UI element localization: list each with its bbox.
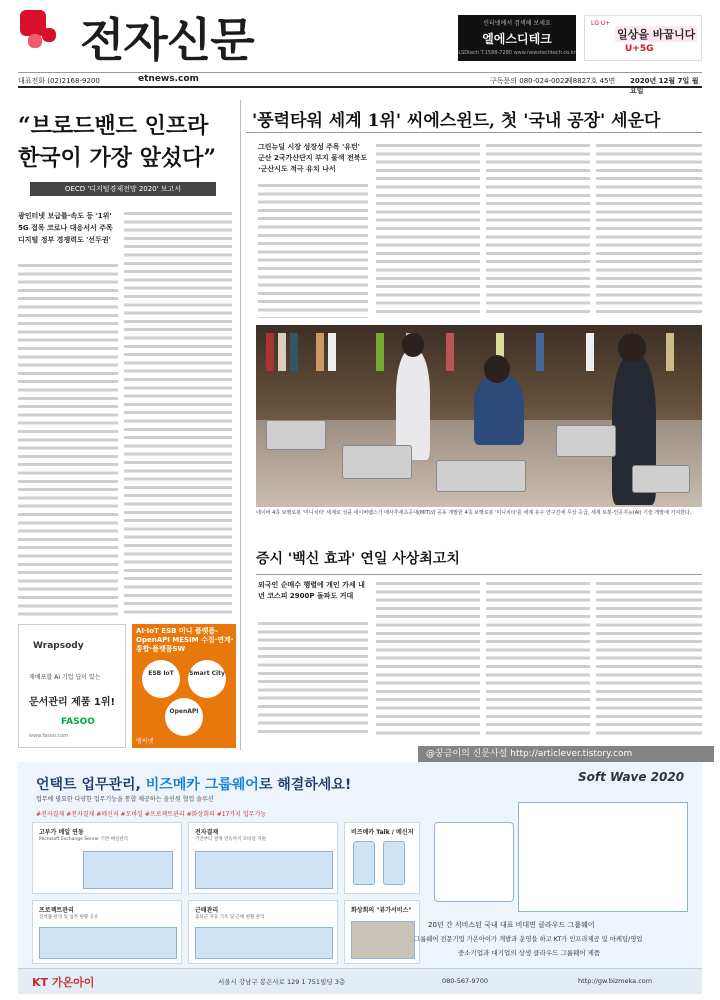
- feature-desc: Microsoft Exchange Server 기반 메일관리: [39, 837, 129, 842]
- body-text-column: [18, 262, 118, 618]
- headline-line: “브로드밴드 인프라: [18, 113, 209, 139]
- ad-mcnet[interactable]: [132, 624, 236, 748]
- ad-title-post: 로 해결하세요!: [258, 777, 352, 793]
- lg-logo: LG U+: [591, 20, 611, 27]
- bullet-1: 20년 간 서비스된 국내 대표 비대면 클라우드 그룹웨어: [428, 921, 595, 929]
- bullet-3: 중소기업과 대기업의 상생 클라우드 그룹웨어 제품: [458, 949, 601, 957]
- ad-subtitle: 업무에 필요한 다양한 업무기능을 통합 제공하는 올인원 협업 솔루션: [36, 796, 214, 803]
- body-text-column: [596, 142, 702, 318]
- top-ad-lsdtech[interactable]: [458, 15, 576, 61]
- news-photo-robots[interactable]: [256, 325, 702, 507]
- ad-brand: 엘에스디테크: [482, 32, 552, 46]
- ad-brand: U+5G: [625, 44, 654, 54]
- feature-desc: 기안부터 결재 연동까지 모바일 지원: [195, 837, 266, 842]
- ad-url[interactable]: http://gw.bizmeka.com: [578, 977, 653, 985]
- column-divider: [240, 100, 241, 750]
- ad-title: AI·IoT ESB 미니 플랫폼-OpenAPI MESIM 수집·연계·통합·플랫폼SW: [136, 627, 234, 653]
- feature-desc: 진척률 관리 및 업무 현황 공유: [39, 915, 99, 920]
- logo-mark-icon: [20, 10, 64, 50]
- bullet-2: 그룹웨어 전문기업 가온아이가 개발과 운영을 하고 KT가 인프라제공 및 마케팅/영업: [414, 936, 643, 943]
- site-link[interactable]: etnews.com: [138, 74, 199, 84]
- ad-headline: 일상을 바꿉니다: [617, 28, 696, 41]
- gaonai-logo: KT 가온아이: [32, 976, 95, 989]
- ad-title: [36, 774, 351, 794]
- body-text-column: [376, 580, 480, 738]
- video-mock: [351, 921, 415, 959]
- bizmeka-ad[interactable]: [18, 762, 702, 994]
- headline-rule: [246, 132, 702, 133]
- ad-brand: 엠씨넷: [136, 738, 154, 745]
- ad-address: 서울시 강남구 봉은사로 129 1 751빌딩 3층: [218, 978, 346, 986]
- robot-icon: [266, 420, 326, 450]
- screenshot-mock: [39, 927, 177, 959]
- person-head: [484, 355, 510, 383]
- body-text-column: [596, 580, 702, 738]
- feature-box: [344, 822, 420, 894]
- softwave-badge: Soft Wave 2020: [578, 770, 685, 784]
- ad-circle: Smart City: [188, 660, 226, 698]
- feature-desc: 출퇴근 자동 기록 및 근태 현황 관리: [195, 915, 265, 920]
- ad-tagline: 재배포할 AI 기업 딥이 있는: [29, 674, 101, 681]
- body-text-column: [486, 142, 590, 318]
- ad-tags: #전자결재 #전자결재 #메신저 #모바일 #프로젝트관리 #화상회의 #17가지 업무기능: [36, 811, 267, 818]
- ad-phone: 080-567-9700: [442, 977, 489, 985]
- center-deck: 그린뉴딜 시장 성장성 주목 '유턴' 군산 2국가산단지 부지 물색 전북도·군산시도 적극 유치 나서: [258, 143, 368, 173]
- feature-box: [32, 822, 182, 894]
- wrapsody-logo: Wrapsody: [33, 641, 84, 651]
- ad-wrapsody[interactable]: [18, 624, 126, 748]
- stock-deck: 외국인 순매수 행렬에 개인 가세 내년 코스피 2900P 돌파도 거대: [258, 581, 365, 600]
- left-deck: 광인터넷 보급률·속도 등 '1위' 5G 접목 코로나 대응서서 주목 디지털 정부 경쟁력도 '선두권': [18, 212, 113, 244]
- top-ad-lguplus[interactable]: [584, 15, 702, 61]
- feature-title: 근태관리: [195, 907, 219, 914]
- fasoo-logo: FASOO: [61, 717, 95, 727]
- groupware-screenshot: [518, 802, 688, 912]
- newspaper-logo[interactable]: 전자신문: [80, 13, 254, 67]
- ad-circle: ESB IoT: [142, 660, 180, 698]
- screenshot-mock: [195, 927, 333, 959]
- stock-headline[interactable]: 증시 '백신 효과' 연일 사상최고치: [256, 551, 460, 567]
- feature-title: 화상회의 "뷰가서비스": [351, 907, 412, 914]
- person: [396, 350, 430, 460]
- phone-mock: [353, 841, 375, 885]
- body-text-column: [486, 580, 590, 738]
- ad-tagline: LSDtech T.1588-7280 www.newstechtech.co.kr: [458, 50, 576, 56]
- screenshot-mock: [195, 851, 333, 889]
- subscribe-info: 구독문의 080-024-0022: [490, 77, 569, 85]
- body-text-column: [258, 620, 368, 738]
- robot-icon: [342, 445, 412, 479]
- ad-title-accent: 비즈메카 그룹웨어: [145, 777, 259, 793]
- person: [474, 375, 524, 445]
- issue-date: 2020년 12월 7일 월요일: [630, 77, 699, 95]
- groupware-screenshot: [434, 822, 514, 902]
- ad-headline: 문서관리 제품 1위!: [29, 697, 116, 708]
- person-head: [618, 333, 646, 363]
- phone-number: 대표전화 (02)2168-9200: [18, 77, 100, 85]
- screenshot-mock: [83, 851, 173, 889]
- robot-icon: [632, 465, 690, 493]
- ad-title-pre: 언택트 업무관리,: [36, 777, 146, 793]
- left-headline[interactable]: [18, 110, 232, 174]
- headline-line: 한국이 가장 앞섰다”: [18, 145, 216, 171]
- masthead: [0, 0, 720, 67]
- center-headline[interactable]: '풍력타워 세계 1위' 씨에스윈드, 첫 '국내 공장' 세운다: [252, 111, 661, 131]
- body-text-column: [258, 182, 368, 318]
- headline-rule: [256, 574, 702, 575]
- left-subhead: OECD '디지털경제전망 2020' 보고서: [30, 182, 216, 196]
- blog-watermark: @꿍금이의 신문사설 http://articlever.tistory.com: [418, 746, 714, 762]
- issue-number: 제8827호 45면: [566, 77, 616, 85]
- feature-title: 프로젝트관리: [39, 907, 74, 914]
- feature-box: [344, 900, 420, 964]
- feature-title: 비즈메카 Talk / 메신저: [351, 829, 414, 836]
- person-head: [402, 333, 424, 357]
- robot-icon: [556, 425, 616, 457]
- feature-box: [188, 900, 338, 964]
- ad-footer: [18, 968, 702, 994]
- photo-caption: 네이버 4족 보행로봇 '미니치타' 세계로 성큼 네이버랩스가 매사추세츠공대(MIT)와 공동 개발한 4족 보행로봇 '미니치타'를 세계 유수 연구진에 무상 공급, 세계 로봇·인공지능(AI) 기술 개발에 기여한다.: [256, 510, 692, 516]
- body-text-column: [124, 210, 232, 618]
- feature-box: [188, 822, 338, 894]
- feature-box: [32, 900, 182, 964]
- ad-url: www.fasoo.com: [29, 733, 69, 739]
- body-text-column: [376, 142, 480, 318]
- info-bar: [18, 72, 702, 95]
- phone-mock: [383, 841, 405, 885]
- ad-small-text: 인터넷에서 검색해 보세요: [483, 20, 551, 27]
- feature-title: 전자결재: [195, 829, 219, 836]
- robot-icon: [436, 460, 526, 492]
- feature-title: 고부가 메일 연동: [39, 829, 84, 836]
- ad-circle: OpenAPI: [165, 698, 203, 736]
